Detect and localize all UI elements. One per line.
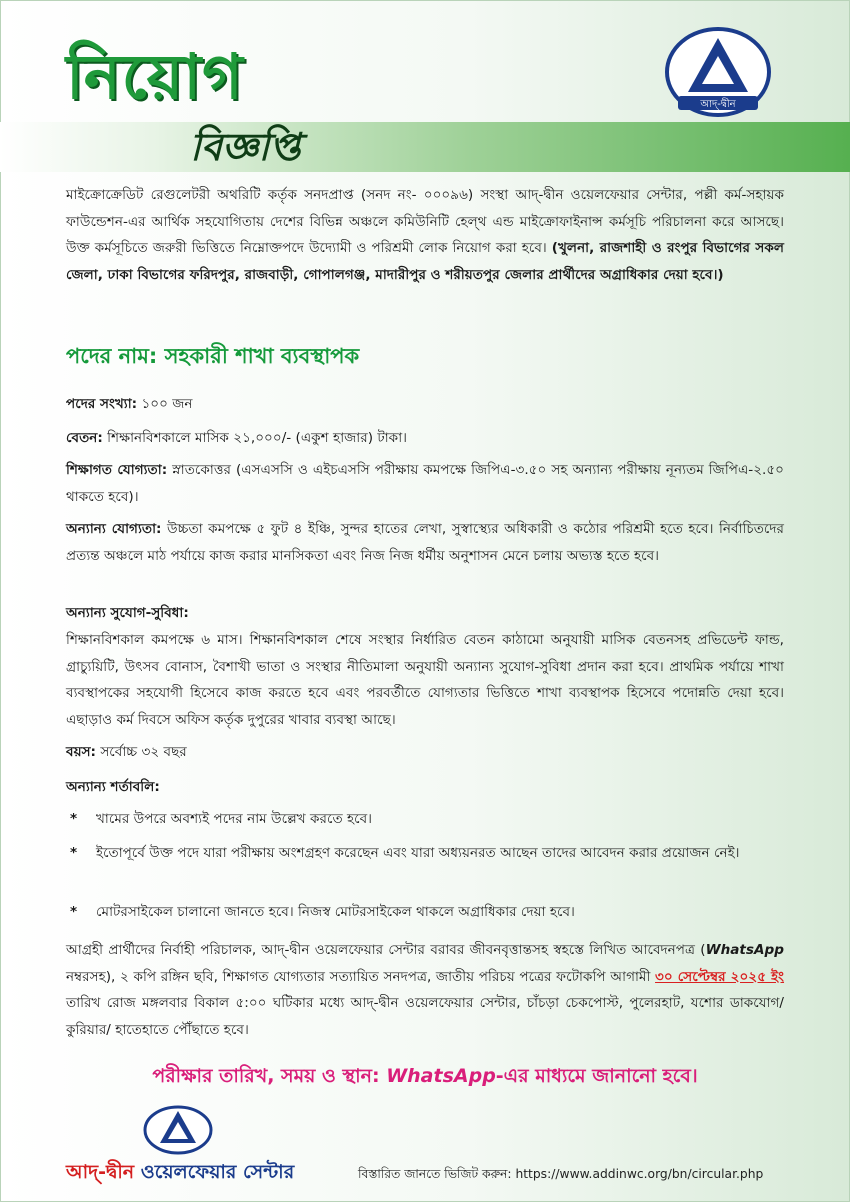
salary [66, 425, 784, 452]
instructions-text-3: তারিখ রোজ মঙ্গলবার বিকাল ৫:০০ ঘটিকার মধ্যে আদ্-দ্বীন ওয়েলফেয়ার সেন্টার, চাঁচড়া চেকপোস্ট, পুলেরহাট, যশোর ডাকযোগ/কুরিয়ার/ হাতেহাতে পৌঁছাতে হবে। [66, 995, 784, 1038]
conditions-label: অন্যান্য শর্তাবলি: [66, 779, 160, 795]
education-label: শিক্ষাগত যোগ্যতা: [66, 462, 168, 478]
footer-logo [143, 1105, 213, 1155]
logo-text: আদ্-দ্বীন [700, 99, 736, 110]
footer-org-name-2: ওয়েলফেয়ার সেন্টার [140, 1161, 295, 1183]
instructions-text-2: নম্বরসহ), ২ কপি রঙ্গিন ছবি, শিক্ষাগত যোগ্যতার সত্যায়িত সনদপত্র, জাতীয় পরিচয় পত্রের ফটোকপি আগামী [66, 968, 656, 985]
circular-link[interactable]: https://www.addinwc.org/bn/circular.php [515, 1167, 764, 1181]
education [66, 457, 784, 510]
post-count-value: ১০০ জন [141, 396, 193, 412]
instructions-text-1: আগ্রহী প্রার্থীদের নির্বাহী পরিচালক, আদ্-দ্বীন ওয়েলফেয়ার সেন্টার বরাবর জীবনবৃত্তান্তসহ স্বহস্তে লিখিত আবেদনপত্র ( [66, 942, 706, 958]
other-qualifications-value: উচ্চতা কমপক্ষে ৫ ফুট ৪ ইঞ্চি, সুন্দর হাতের লেখা, সুস্বাস্থ্যের অধিকারী ও কঠোর পরিশ্রমী হতে হবে। নির্বাচিতদের প্রত্যন্ত অঞ্চলে মাঠ পর্যায়ে কাজ করার মানসিকতা এবং নিজ নিজ ধর্মীয় অনুশাসন মেনে চলায় অভ্যস্ত হতে হবে। [66, 521, 784, 564]
post-count [66, 391, 784, 418]
exam-notice-whatsapp: WhatsApp [386, 1065, 496, 1087]
condition-item [70, 806, 784, 833]
whatsapp-label: WhatsApp [705, 942, 784, 958]
condition-item [70, 899, 784, 926]
bullet-icon: * [70, 845, 78, 861]
page-subtitle: বিজ্ঞপ্তি [190, 125, 301, 169]
other-qualifications-label: অন্যান্য যোগ্যতা: [66, 521, 162, 537]
condition-item [70, 840, 784, 867]
post-heading: পদের নাম: সহকারী শাখা ব্যবস্থাপক [66, 344, 360, 368]
age [66, 739, 784, 766]
condition-text: ইতোপূর্বে উক্ত পদে যারা পরীক্ষায় অংশগ্রহণ করেছেন এবং যারা অধ্যয়নরত আছেন তাদের আবেদন করার প্রয়োজন নেই। [96, 845, 740, 861]
visit-label: বিস্তারিত জানতে ভিজিট করুন: [358, 1167, 512, 1181]
condition-text: খামের উপরে অবশ্যই পদের নাম উল্লেখ করতে হবে। [96, 811, 372, 827]
intro-priority: (খুলনা, রাজশাহী ও রংপুর বিভাগের সকল জেলা, ঢাকা বিভাগের ফরিদপুর, রাজবাড়ী, গোপালগঞ্জ, মাদারীপুর ও শরীয়তপুর জেলার প্রার্থীদের অগ্রাধিকার দেয়া হবে।) [66, 240, 784, 283]
page-title: নিয়োগ [66, 40, 244, 113]
age-label: বয়স: [66, 744, 96, 760]
exam-notice-text-1: পরীক্ষার তারিখ, সময় ও স্থান: [152, 1065, 387, 1087]
footer-org-name-1: আদ্-দ্বীন [66, 1161, 141, 1183]
age-value: সর্বোচ্চ ৩২ বছর [100, 744, 187, 760]
footer-visit [358, 1166, 763, 1186]
bullet-icon: * [70, 811, 78, 827]
bullet-icon: * [70, 904, 78, 920]
education-value: স্নাতকোত্তর (এসএসসি ও এইচএসসি পরীক্ষায় কমপক্ষে জিপিএ-৩.৫০ সহ অন্যান্য পরীক্ষায় নূন্যতম জিপিএ-২.৫০ থাকতে হবে)। [66, 462, 785, 505]
salary-value: শিক্ষানবিশকালে মাসিক ২১,০০০/- (একুশ হাজার) টাকা। [107, 430, 407, 446]
intro-text: মাইক্রোক্রেডিট রেগুলেটরী অথরিটি কর্তৃক সনদপ্রাপ্ত (সনদ নং- ০০০৯৬) সংস্থা আদ্-দ্বীন ওয়েলফেয়ার সেন্টার, পল্লী কর্ম-সহায়ক ফাউন্ডেশন-এর আর্থিক সহযোগিতায় দেশের বিভিন্ন অঞ্চলে কমিউনিটি হেল্থ এন্ড মাইক্রোফাইনান্স কর্মসূচি পরিচালনা করে আসছে। উক্ত কর্মসূচিতে জরুরী ভিত্তিতে নিম্নোক্তপদে উদ্যোমী ও পরিশ্রমী লোক নিয়োগ করা হবে। [66, 187, 784, 257]
other-qualifications [66, 516, 784, 569]
org-logo [664, 26, 772, 118]
exam-notice [0, 1062, 850, 1094]
footer-org-name [66, 1158, 294, 1190]
condition-text: মোটরসাইকেল চালানো জানতে হবে। নিজস্ব মোটরসাইকেল থাকলে অগ্রাধিকার দেয়া হবে। [96, 904, 575, 920]
application-instructions [66, 937, 784, 1043]
exam-notice-text-2: -এর মাধ্যমে জানানো হবে। [495, 1065, 698, 1087]
benefits-label: অন্যান্য সুযোগ-সুবিধা: [66, 605, 189, 621]
salary-label: বেতন: [66, 430, 103, 446]
benefits-text: শিক্ষানবিশকাল কমপক্ষে ৬ মাস। শিক্ষানবিশকাল শেষে সংস্থার নির্ধারিত বেতন কাঠামো অনুযায়ী মাসিক বেতনসহ প্রভিডেন্ট ফান্ড, গ্রাচ্যুয়িটি, উৎসব বোনাস, বৈশাখী ভাতা ও সংস্থার নীতিমালা অনুযায়ী অন্যান্য সুযোগ-সুবিধা প্রদান করা হবে। প্রাথমিক পর্যায়ে শাখা ব্যবস্থাপকের সহযোগী হিসেবে কাজ করতে হবে এবং পরবর্তীতে যোগ্যতার ভিত্তিতে শাখা ব্যবস্থাপক হিসেবে পদোন্নতি দেয়া হবে। এছাড়াও কর্ম দিবসে অফিস কর্তৃক দুপুরের খাবার ব্যবস্থা আছে। [66, 632, 784, 728]
post-count-label: পদের সংখ্যা: [66, 396, 138, 412]
intro-paragraph [66, 182, 784, 288]
deadline-date: ৩০ সেপ্টেম্বর ২০২৫ ইং [655, 968, 785, 985]
